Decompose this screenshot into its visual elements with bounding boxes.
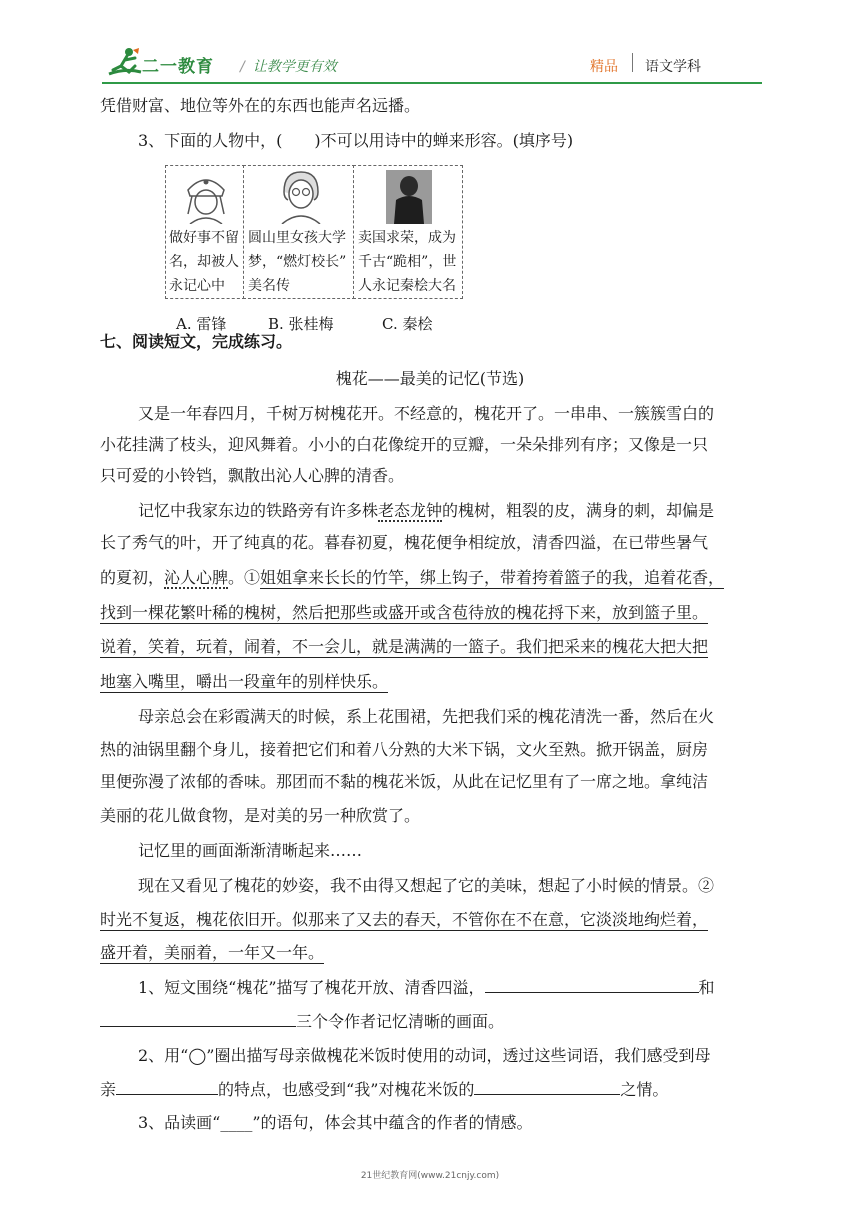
slogan-text: 让教学更有效: [252, 59, 337, 75]
p3-line-3: 里便弥漫了浓郁的香味。那团而不黏的槐花米饭，从此在记忆里有了一席之地。拿纯洁: [100, 772, 709, 791]
question-1-line-1: 1、短文围绕“槐花”描写了槐花开放、清香四溢， 和: [138, 978, 715, 997]
p1-line-2: 小花挂满了枝头，迎风舞着。小小的白花像绽开的豆瓣，一朵朵排列有序；又像是一只: [100, 435, 709, 454]
section-heading: 七、阅读短文，完成练习。: [100, 332, 293, 351]
page-footer: 21世纪教育网(www.21cnjy.com): [360, 1171, 500, 1181]
question-2-line-2: 亲 的特点，也感受到“我”对槐花米饭的 之情。: [100, 1080, 669, 1099]
p3-line-4: 美丽的花儿做食物，是对美的另一种欣赏了。: [100, 806, 421, 825]
passage-title: 槐花——最美的记忆(节选): [335, 369, 525, 388]
p3-line-1: 母亲总会在彩霞满天的时候，系上花围裙，先把我们采的槐花清洗一番，然后在火: [138, 707, 715, 726]
slogan: / 让教学更有效: [240, 59, 337, 75]
answer-blank[interactable]: [485, 976, 699, 993]
question-1-line-2: 三个令作者记忆清晰的画面。: [100, 1010, 504, 1033]
lei-feng-portrait-icon: [178, 168, 234, 224]
figure-caption-b: 圆山里女孩大学 梦，“燃灯校长” 美名传: [248, 230, 347, 294]
quality-label: 精品: [590, 59, 618, 75]
figure-caption-a: 做好事不留 名，却被人 永记心中: [169, 230, 239, 294]
p5-line-2: 时光不复返，槐花依旧开。似那来了又去的春天，不管你在不在意，它淡淡地绚烂着，: [100, 910, 709, 929]
figure-label-c: C. 秦桧: [382, 315, 433, 333]
dotted-word: 沁人心脾: [164, 568, 229, 587]
answer-blank[interactable]: [100, 1010, 296, 1027]
p2-line-2: 长了秀气的叶，开了纯真的花。暮春初夏，槐花便争相绽放，清香四溢，在已带些暑气: [100, 533, 709, 552]
p2-line-5: 说着，笑着，玩着，闹着，不一会儿，就是满满的一篮子。我们把采来的槐花大把大把: [100, 637, 709, 656]
p1-line-1: 又是一年春四月，千树万树槐花开。不经意的，槐花开了。一串串、一簇簇雪白的: [138, 404, 715, 423]
question-3: 3、下面的人物中，( )不可以用诗中的蝉来形容。(填序号): [138, 131, 574, 150]
header-separator: [632, 53, 633, 72]
figure-label-b: B. 张桂梅: [268, 315, 334, 333]
text-line: 凭借财富、地位等外在的东西也能声名远播。: [100, 96, 421, 115]
zhang-guimei-portrait-icon: [274, 168, 328, 224]
p5-line-3: 盛开着，美丽着，一年又一年。: [100, 943, 325, 962]
answer-blank[interactable]: [116, 1078, 218, 1095]
figure-caption-c: 卖国求荣，成为 千古“跪相”，世 人永记秦桧大名: [358, 230, 457, 294]
question-3b: 3、品读画“____”的语句，体会其中蕴含的作者的情感。: [138, 1113, 533, 1132]
p3-line-2: 热的油锅里翻个身儿，接着把它们和着八分熟的大米下锅，文火至熟。掀开锅盖，厨房: [100, 740, 709, 759]
p2-line-3: 的夏初，沁人心脾。①姐姐拿来长长的竹竿，绑上钩子，带着挎着篮子的我，追着花香，: [100, 568, 725, 587]
answer-blank[interactable]: [474, 1078, 620, 1095]
figure-label-a: A. 雷锋: [176, 315, 227, 333]
p1-line-3: 只可爱的小铃铛，飘散出沁人心脾的清香。: [100, 466, 405, 485]
underlined-sentence: 姐姐拿来长长的竹竿，绑上钩子，带着挎着篮子的我，追着花香，: [260, 568, 725, 587]
logo-text: 二一教育: [142, 57, 214, 77]
page-header: [0, 0, 860, 86]
p2-line-1: 记忆中我家东边的铁路旁有许多株老态龙钟的槐树，粗裂的皮，满身的刺，却偏是: [138, 501, 715, 520]
question-2-line-1: 2、用“◯”圈出描写母亲做槐花米饭时使用的动词，透过这些词语，我们感受到母: [138, 1046, 711, 1065]
dotted-word: 老态龙钟: [378, 501, 443, 520]
qin-hui-statue-icon: [386, 170, 432, 224]
p5-line-1: 现在又看见了槐花的妙姿，我不由得又想起了它的美味，想起了小时候的情景。②: [138, 876, 715, 895]
p4-line: 记忆里的画面渐渐清晰起来……: [138, 841, 363, 860]
p2-line-4: 找到一棵花繁叶稀的槐树，然后把那些或盛开或含苞待放的槐花捋下来，放到篮子里。: [100, 603, 709, 622]
subject-label: 语文学科: [645, 59, 701, 75]
p2-line-6: 地塞入嘴里，嚼出一段童年的别样快乐。: [100, 672, 389, 691]
header-rule: [102, 82, 762, 84]
